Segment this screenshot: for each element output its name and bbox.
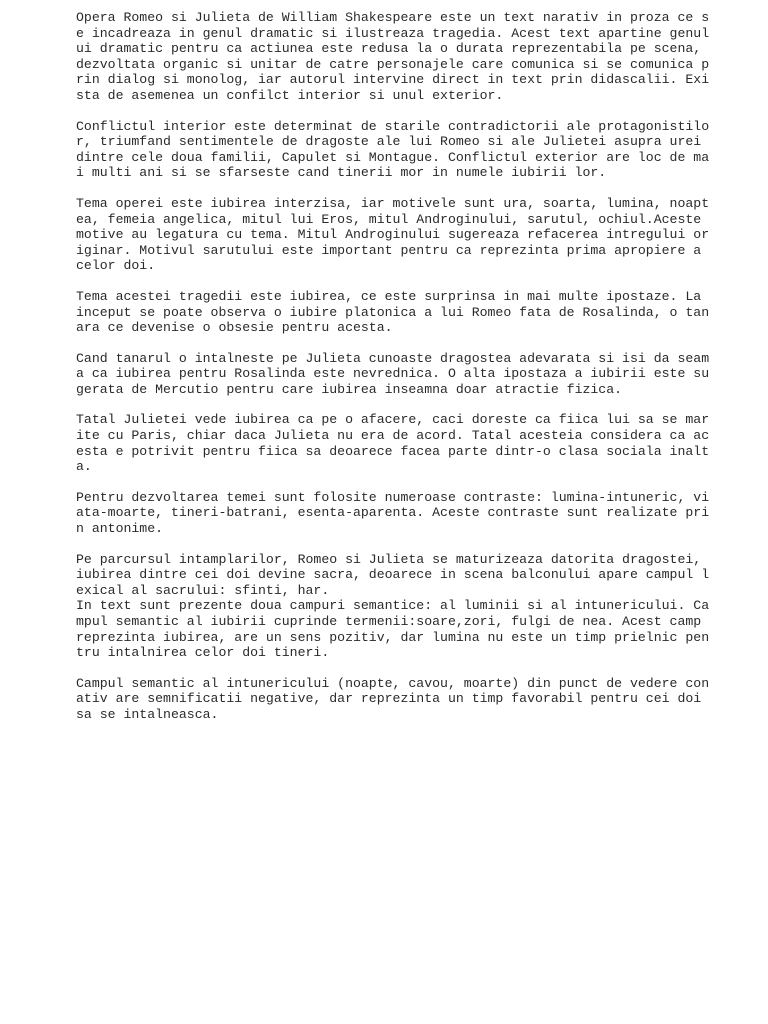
paragraph-maturing: Pe parcursul intamplarilor, Romeo si Julieta se maturizeaza datorita dragostei, iubirea dintre cei doi devine sacra, deoarece in scena balconului apare campul l exical al sacrului: sfinti, har. <box>76 551 710 598</box>
paragraph-semantic-fields: In text sunt prezente doua campuri semantice: al luminii si al intunericului. Ca mpul semantic al iubirii cuprinde termenii:soare,zori, fulgi de nea. Acest camp reprezinta iubirea, are un sens pozitiv, dar lumina nu este un timp prielnic pen tru intalnirea celor doi tineri. <box>76 598 710 661</box>
paragraph-intro: Opera Romeo si Julieta de William Shakespeare este un text narativ in proza ce s e incadreaza in genul dramatic si ilustreaza tragedia. Acest text apartine genul ui dramatic pentru ca actiunea este redusa la o durata reprezentabila pe scena, dezvoltata organic si unitar de catre personajele care comunica si se comunica p rin dialog si monolog, iar autorul intervine direct in text prin didascalii. Exi sta de asemenea un confilct interior si unul exterior. <box>76 10 710 103</box>
paragraph-darkness-field: Campul semantic al intunericului (noapte, cavou, moarte) din punct de vedere con ativ are semnificatii negative, dar reprezinta un timp favorabil pentru cei doi sa se intalneasca. <box>76 675 710 722</box>
paragraph-love-hypostases: Tema acestei tragedii este iubirea, ce este surprinsa in mai multe ipostaze. La inceput se poate observa o iubire platonica a lui Romeo fata de Rosalinda, o tan ara ce devenise o obsesie pentru acesta. <box>76 288 710 336</box>
document-page <box>76 10 710 738</box>
paragraph-conflict: Conflictul interior este determinat de starile contradictorii ale protagonistilo r, triumfand sentimentele de dragoste ale lui Romeo si ale Julietei asupra urei dintre cele doua familii, Capulet si Montague. Conflictul exterior are loc de ma i multi ani si se sfarseste cand tinerii mor in numele iubirii lor. <box>76 118 710 181</box>
paragraph-theme-motifs: Tema operei este iubirea interzisa, iar motivele sunt ura, soarta, lumina, noapt ea, femeia angelica, mitul lui Eros, mitul Androginului, sarutul, ochiul.Aceste motive au legatura cu tema. Mitul Androginului sugereaza refacerea intregului or iginar. Motivul sarutului este important pentru ca reprezinta prima apropiere a celor doi. <box>76 195 710 274</box>
paragraph-contrasts: Pentru dezvoltarea temei sunt folosite numeroase contraste: lumina-intuneric, vi ata-moarte, tineri-batrani, esenta-aparenta. Aceste contraste sunt realizate pri n antonime. <box>76 489 710 537</box>
paragraph-father: Tatal Julietei vede iubirea ca pe o afacere, caci doreste ca fiica lui sa se mar ite cu Paris, chiar daca Julieta nu era de acord. Tatal acesteia considera ca ac esta e potrivit pentru fiica sa deoarece facea parte dintr-o clasa sociala inalt a. <box>76 412 710 475</box>
paragraph-juliet-meeting: Cand tanarul o intalneste pe Julieta cunoaste dragostea adevarata si isi da seam a ca iubirea pentru Rosalinda este nevrednica. O alta ipostaza a iubirii este su gerata de Mercutio pentru care iubirea inseamna doar atractie fizica. <box>76 350 710 397</box>
